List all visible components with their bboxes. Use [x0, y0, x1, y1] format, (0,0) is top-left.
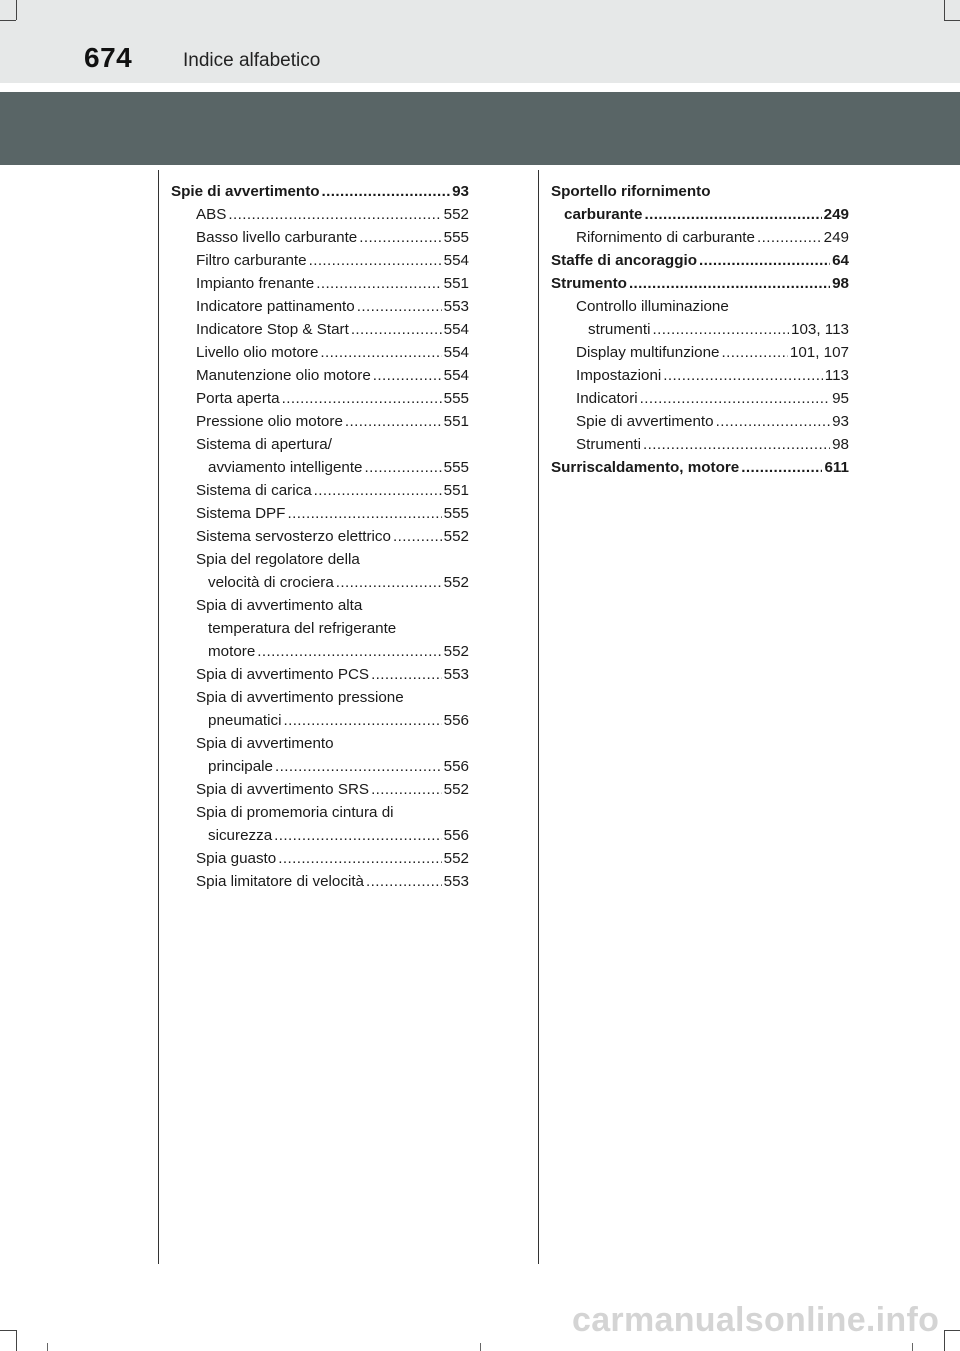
footer-tick [912, 1343, 913, 1351]
center-column-rule [538, 170, 539, 1264]
page-reference: 554 [443, 321, 469, 338]
page-reference: 554 [443, 252, 469, 269]
page-reference: 554 [443, 367, 469, 384]
dot-leader [320, 341, 441, 364]
index-subentry [171, 387, 469, 410]
index-entry [551, 272, 849, 295]
crop-mark-bottom-left-h [0, 1330, 16, 1331]
dot-leader [741, 456, 822, 479]
index-subentry [551, 318, 849, 341]
dot-leader [322, 180, 451, 203]
page-reference: 552 [443, 528, 469, 545]
dot-leader [314, 479, 442, 502]
crop-mark-top-right-v [944, 0, 945, 20]
index-subentry [551, 295, 849, 318]
index-subentry [171, 295, 469, 318]
page-reference: 551 [443, 482, 469, 499]
page-reference: 556 [443, 758, 469, 775]
index-term: Filtro carburante [196, 252, 307, 269]
index-term: Manutenzione olio motore [196, 367, 371, 384]
index-subentry [171, 525, 469, 548]
dot-leader [309, 249, 442, 272]
index-subentry [551, 410, 849, 433]
page-reference: 98 [832, 275, 849, 292]
page-number: 674 [84, 42, 133, 73]
index-subentry [171, 801, 469, 824]
index-term: Spia di avvertimento pressione [196, 689, 404, 706]
index-term: principale [208, 758, 274, 775]
index-term: Basso livello carburante [196, 229, 358, 246]
dot-leader [699, 249, 830, 272]
page-reference: 552 [443, 206, 469, 223]
left-column-rule [158, 170, 159, 1264]
index-subentry [171, 617, 469, 640]
page-reference: 555 [443, 229, 469, 246]
page-reference: 553 [443, 873, 469, 890]
page-reference: 249 [823, 229, 849, 246]
index-term: Indicatore pattinamento [196, 298, 355, 315]
index-subentry [171, 755, 469, 778]
index-entry [551, 456, 849, 479]
dot-leader [629, 272, 830, 295]
index-subentry [171, 778, 469, 801]
index-subentry [171, 502, 469, 525]
page-reference: 98 [832, 436, 849, 453]
index-term: Impianto frenante [196, 275, 315, 292]
index-term: Livello olio motore [196, 344, 319, 361]
index-entry [551, 249, 849, 272]
index-term: Indicatore Stop & Start [196, 321, 349, 338]
page-reference: 551 [443, 413, 469, 430]
index-term: Spia di avvertimento alta [196, 597, 363, 614]
dot-leader [357, 295, 442, 318]
index-subentry [551, 341, 849, 364]
index-subentry [171, 594, 469, 617]
index-subentry [171, 249, 469, 272]
index-term: Spia di avvertimento [196, 735, 334, 752]
index-term: temperatura del refrigerante [208, 620, 397, 637]
index-subentry [171, 824, 469, 847]
page-reference: 103, 113 [791, 321, 849, 338]
dot-leader [351, 318, 442, 341]
page-reference: 556 [443, 827, 469, 844]
header-dark-band [0, 92, 960, 165]
crop-mark-bottom-right-v [944, 1330, 945, 1351]
page-reference: 553 [443, 666, 469, 683]
index-term: sicurezza [208, 827, 273, 844]
index-term: Spia di avvertimento SRS [196, 781, 370, 798]
header-band [0, 0, 960, 83]
dot-leader [228, 203, 441, 226]
dot-leader [371, 778, 442, 801]
dot-leader [371, 663, 442, 686]
watermark: carmanualsonline.info [572, 1301, 940, 1339]
dot-leader [393, 525, 442, 548]
index-column-right [551, 180, 849, 479]
section-title: Indice alfabetico [183, 50, 321, 71]
index-subentry [171, 686, 469, 709]
page-reference: 553 [443, 298, 469, 315]
dot-leader [282, 387, 442, 410]
index-term: Pressione olio motore [196, 413, 343, 430]
footer-tick [480, 1343, 481, 1351]
index-term: Spia del regolatore della [196, 551, 360, 568]
index-term: Spia limitatore di velocità [196, 873, 364, 890]
dot-leader [274, 824, 442, 847]
index-subentry [171, 318, 469, 341]
crop-mark-bottom-right-h [944, 1330, 960, 1331]
dot-leader [716, 410, 830, 433]
dot-leader [287, 502, 441, 525]
index-term: Surriscaldamento, motore [551, 459, 740, 476]
page-reference: 101, 107 [789, 344, 849, 361]
page-reference: 555 [443, 390, 469, 407]
page-reference: 113 [824, 367, 849, 384]
index-subentry [171, 203, 469, 226]
index-subentry [171, 364, 469, 387]
index-term: carburante [564, 206, 643, 223]
dot-leader [365, 456, 442, 479]
index-entry [171, 180, 469, 203]
crop-mark-top-left-v [16, 0, 17, 20]
dot-leader [336, 571, 442, 594]
index-subentry [551, 433, 849, 456]
page-reference: 554 [443, 344, 469, 361]
index-subentry [171, 709, 469, 732]
index-term: Spie di avvertimento [576, 413, 714, 430]
dot-leader [359, 226, 441, 249]
index-term: Spia di promemoria cintura di [196, 804, 394, 821]
index-term: Spia guasto [196, 850, 277, 867]
index-term: Sistema DPF [196, 505, 286, 522]
dot-leader [373, 364, 442, 387]
page-reference: 551 [443, 275, 469, 292]
dot-leader [663, 364, 823, 387]
page-reference: 93 [832, 413, 849, 430]
page-reference: 93 [452, 183, 469, 200]
index-term: Controllo illuminazione [576, 298, 729, 315]
dot-leader [257, 640, 441, 663]
dot-leader [722, 341, 788, 364]
index-subentry [171, 272, 469, 295]
page-reference: 552 [443, 574, 469, 591]
page-reference: 95 [832, 390, 849, 407]
index-subentry [171, 479, 469, 502]
index-subentry [171, 548, 469, 571]
index-term: Display multifunzione [576, 344, 720, 361]
page-reference: 555 [443, 505, 469, 522]
page-reference: 64 [832, 252, 849, 269]
index-term: ABS [196, 206, 227, 223]
index-term: Rifornimento di carburante [576, 229, 755, 246]
page-reference: 552 [443, 850, 469, 867]
index-subentry [171, 640, 469, 663]
index-term: velocità di crociera [208, 574, 334, 591]
page-reference: 552 [443, 781, 469, 798]
index-subentry [171, 341, 469, 364]
dot-leader [645, 203, 822, 226]
crop-mark-top-left-h [0, 20, 16, 21]
index-term: Sistema di apertura/ [196, 436, 332, 453]
index-subentry [551, 364, 849, 387]
index-term: Staffe di ancoraggio [551, 252, 697, 269]
index-subentry [171, 870, 469, 893]
index-term: Porta aperta [196, 390, 280, 407]
dot-leader [278, 847, 441, 870]
index-subentry [171, 732, 469, 755]
index-term: Sistema servosterzo elettrico [196, 528, 391, 545]
index-entry [551, 203, 849, 226]
index-subentry [551, 387, 849, 410]
index-term: avviamento intelligente [208, 459, 363, 476]
index-column-left [171, 180, 469, 893]
page-reference: 611 [824, 459, 849, 476]
index-term: Indicatori [576, 390, 638, 407]
dot-leader [316, 272, 441, 295]
index-term: motore [208, 643, 256, 660]
index-term: Strumenti [576, 436, 641, 453]
index-term: pneumatici [208, 712, 282, 729]
dot-leader [366, 870, 442, 893]
index-term: Strumento [551, 275, 627, 292]
index-subentry [171, 847, 469, 870]
index-term: Impostazioni [576, 367, 662, 384]
crop-mark-top-right-h [944, 20, 960, 21]
page-reference: 556 [443, 712, 469, 729]
page-reference: 249 [823, 206, 849, 223]
index-subentry [551, 226, 849, 249]
index-entry [551, 180, 849, 203]
footer-tick [47, 1343, 48, 1351]
dot-leader [640, 387, 830, 410]
index-subentry [171, 226, 469, 249]
index-term: Sportello rifornimento [551, 183, 711, 200]
dot-leader [652, 318, 789, 341]
index-term: Spie di avvertimento [171, 183, 320, 200]
index-term: Sistema di carica [196, 482, 312, 499]
index-subentry [171, 410, 469, 433]
index-term: strumenti [588, 321, 651, 338]
index-subentry [171, 456, 469, 479]
crop-mark-bottom-left-v [16, 1330, 17, 1351]
dot-leader [283, 709, 441, 732]
index-subentry [171, 433, 469, 456]
dot-leader [345, 410, 442, 433]
index-subentry [171, 663, 469, 686]
dot-leader [643, 433, 830, 456]
index-term: Spia di avvertimento PCS [196, 666, 370, 683]
dot-leader [275, 755, 442, 778]
dot-leader [757, 226, 822, 249]
page-reference: 552 [443, 643, 469, 660]
page-reference: 555 [443, 459, 469, 476]
index-subentry [171, 571, 469, 594]
